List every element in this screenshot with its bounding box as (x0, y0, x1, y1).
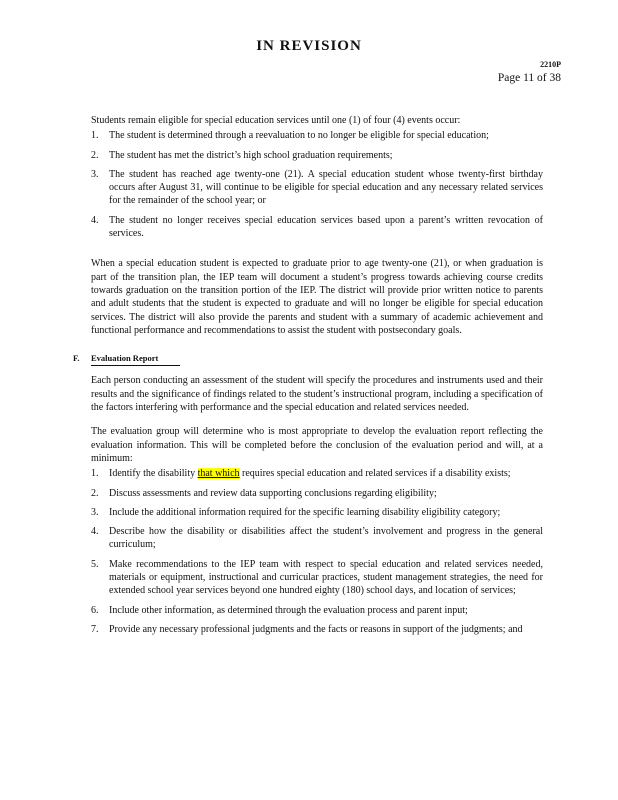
evaluation-group-paragraph: The evaluation group will determine who is most appropriate to develop the evaluation report reflecting the evaluation information. This will be completed before the conclusion of the evaluation period and will, at a minimum: (91, 426, 543, 464)
section-letter: F. (73, 353, 80, 364)
list-item (91, 168, 543, 208)
list-item (91, 467, 543, 480)
highlighted-revision-text: that which (197, 468, 240, 480)
page-number: Page 11 of 38 (497, 72, 561, 84)
list-item-text: The student is determined through a reevaluation to no longer be eligible for special education; (109, 130, 489, 142)
list-number: 2. (91, 149, 99, 161)
list-number: 6. (91, 604, 99, 616)
list-number: 4. (91, 214, 99, 226)
list-number: 3. (91, 168, 99, 180)
list-number: 1. (91, 468, 99, 480)
list-item (91, 487, 543, 500)
list-item (91, 558, 543, 598)
evaluation-report-requirements-list (91, 467, 543, 636)
list-item (91, 525, 543, 552)
list-item-text: The student has met the district’s high school graduation requirements; (109, 149, 393, 161)
list-item (91, 214, 543, 241)
document-body (73, 114, 543, 642)
section-title: Evaluation Report (91, 352, 180, 366)
eligibility-events-list (91, 129, 543, 240)
list-item (91, 604, 543, 617)
list-item-text: The student has reached age twenty-one (21). A special education student whose twenty-first birthday occurs after August 31, will continue to be eligible for special education and any necessary related services for the remainder of the school year; or (109, 168, 543, 207)
eligibility-intro: Students remain eligible for special education services until one (1) of four (4) events occur: (91, 115, 461, 126)
list-item (91, 623, 543, 636)
assessment-paragraph: Each person conducting an assessment of the student will specify the procedures and instruments used and their results and the significance of findings related to the student’s instructional program, including a specification of the factors interfering with performance and the special education and related services needed. (91, 375, 543, 414)
document-title: IN REVISION (256, 38, 362, 54)
list-number: 4. (91, 526, 99, 538)
list-number: 3. (91, 506, 99, 518)
list-item (91, 506, 543, 519)
list-item-text: Include other information, as determined through the evaluation process and parent input; (109, 604, 468, 616)
list-item-text: Discuss assessments and review data supporting conclusions regarding eligibility; (109, 487, 437, 499)
list-item (91, 129, 543, 142)
list-item (91, 149, 543, 162)
list-item-text: Provide any necessary professional judgments and the facts or reasons in support of the judgments; and (109, 623, 523, 635)
graduation-paragraph: When a special education student is expected to graduate prior to age twenty-one (21), or when graduation is part of the transition plan, the IEP team will document a student’s progress towards achieving course credits towards graduation on the transition portion of the IEP. The district will provide prior written notice to parents and adult students that the student is expected to graduate and will no longer be eligible for special education services. The district will also provide the parents and student with a summary of academic achievement and functional performance and recommendations to assist the student with postsecondary goals. (91, 258, 543, 336)
list-number: 1. (91, 130, 99, 142)
list-item-text: Identify the disability (109, 468, 198, 480)
policy-code: 2210P (540, 60, 561, 69)
list-item-text: The student no longer receives special education services based upon a parent’s written revocation of services. (109, 214, 543, 240)
list-number: 7. (91, 623, 99, 635)
list-number: 5. (91, 558, 99, 570)
list-item-text: Make recommendations to the IEP team with respect to special education and related services needed, materials or equipment, instructional and curricular practices, student management strategies, the need for extended school year services beyond one hundred eighty (180) school days, and location of services; (109, 558, 543, 597)
list-number: 2. (91, 487, 99, 499)
list-item-text: Include the additional information required for the specific learning disability eligibility category; (109, 506, 501, 518)
section-heading (73, 352, 543, 366)
list-item-text: requires special education and related services if a disability exists; (239, 468, 511, 480)
list-item-text: Describe how the disability or disabilities affect the student’s involvement and progress in the general curriculum; (109, 526, 543, 551)
